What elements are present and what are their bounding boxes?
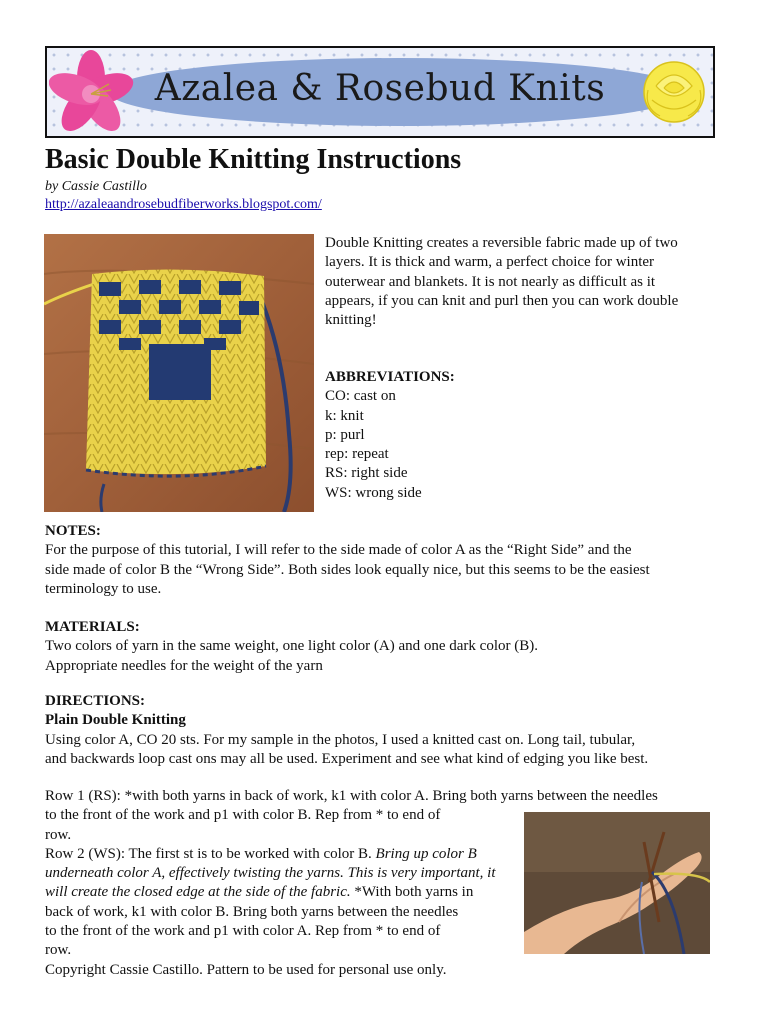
row2-italic-text: Bring up color B: [375, 845, 477, 862]
abbreviations-section: [325, 368, 725, 503]
row1-line: to the front of the work and p1 with color B. Rep from * to end of: [45, 807, 441, 824]
directions-subheading: Plain Double Knitting: [45, 712, 186, 729]
directions-line: and backwards loop cast ons may all be used. Experiment and see what kind of edging you like best.: [45, 750, 649, 767]
materials-line: Two colors of yarn in the same weight, one light color (A) and one dark color (B).: [45, 638, 538, 655]
row1-line: row.: [45, 826, 72, 843]
directions-line: Using color A, CO 20 sts. For my sample in the photos, I used a knitted cast on. Long tail, tubular,: [45, 731, 636, 748]
abbreviation-item: RS: right side: [325, 465, 408, 482]
row2-italic-line: underneath color A, effectively twisting the yarns. This is very important, it: [45, 865, 496, 882]
intro-line: appears, if you can knit and purl then you can work double: [325, 292, 679, 309]
intro-line: layers. It is thick and warm, a perfect choice for winter: [325, 254, 655, 271]
banner-title: Azalea & Rosebud Knits: [154, 68, 606, 109]
page-title: Basic Double Knitting Instructions: [45, 144, 462, 175]
row2-line: back of work, k1 with color B. Bring both yarns between the needles: [45, 903, 459, 920]
directions-heading: DIRECTIONS:: [45, 693, 146, 709]
intro-line: Double Knitting creates a reversible fabric made up of two: [325, 235, 678, 251]
row2-italic-text: will create the closed edge at the side of the fabric.: [45, 884, 351, 901]
abbreviation-item: rep: repeat: [325, 446, 389, 463]
abbreviation-item: WS: wrong side: [325, 484, 422, 501]
header-banner: [45, 46, 715, 138]
knitting-hand-photo: [524, 812, 710, 954]
blog-link[interactable]: http://azaleaandrosebudfiberworks.blogspot.com/: [45, 197, 322, 212]
notes-line: For the purpose of this tutorial, I will refer to the side made of color A as the “Right Side” and the: [45, 542, 632, 559]
notes-section: [45, 522, 725, 599]
copyright-notice: Copyright Cassie Castillo. Pattern to be used for personal use only.: [45, 961, 447, 978]
intro-line: knitting!: [325, 312, 377, 329]
row1-line: Row 1 (RS): *with both yarns in back of work, k1 with color A. Bring both yarns between the needles: [45, 788, 658, 804]
knitted-swatch-photo: [44, 234, 314, 512]
author-byline: by Cassie Castillo: [45, 179, 147, 194]
abbreviation-item: CO: cast on: [325, 388, 396, 405]
materials-heading: MATERIALS:: [45, 619, 140, 635]
row2-line: row.: [45, 942, 72, 959]
row2-text: *With both yarns in: [350, 884, 474, 901]
directions-section: [45, 692, 725, 769]
notes-line: terminology to use.: [45, 580, 162, 597]
intro-paragraph: [325, 234, 725, 330]
abbreviation-item: p: purl: [325, 426, 365, 443]
notes-line: side made of color B the “Wrong Side”. Both sides look equally nice, but this seems to be the easiest: [45, 561, 650, 578]
abbreviations-heading: ABBREVIATIONS:: [325, 369, 455, 385]
row2-text: Row 2 (WS): The first st is to be worked with color B.: [45, 845, 376, 862]
intro-line: outerwear and blankets. It is not nearly as difficult as it: [325, 273, 656, 290]
row2-line: to the front of the work and p1 with color A. Rep from * to end of: [45, 923, 441, 940]
notes-heading: NOTES:: [45, 523, 101, 539]
materials-section: [45, 618, 725, 676]
abbreviation-item: k: knit: [325, 407, 364, 424]
materials-line: Appropriate needles for the weight of the yarn: [45, 657, 323, 674]
